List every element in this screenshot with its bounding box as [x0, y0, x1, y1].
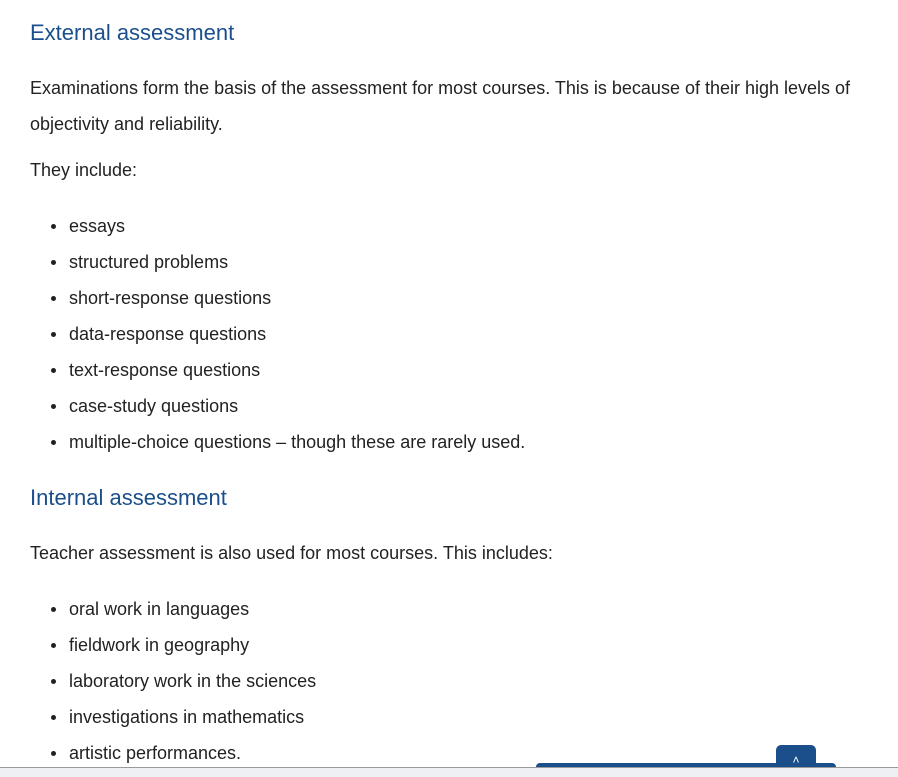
list-item: short-response questions [30, 280, 525, 316]
scroll-to-top-button[interactable] [776, 745, 816, 769]
list-item: data-response questions [30, 316, 525, 352]
internal-assessment-intro: Teacher assessment is also used for most courses. This includes: [30, 543, 553, 563]
internal-assessment-heading: Internal assessment [30, 485, 227, 510]
list-item: laboratory work in the sciences [30, 663, 316, 699]
list-item: investigations in mathematics [30, 699, 316, 735]
list-item: fieldwork in geography [30, 627, 316, 663]
external-assessment-intro: Examinations form the basis of the assessment for most courses. This is because of their high levels of objectivity and reliability. [30, 78, 851, 134]
external-assessment-list [30, 208, 525, 460]
chevron-up-icon: ˄ [792, 753, 800, 767]
list-item: case-study questions [30, 388, 525, 424]
internal-assessment-list [30, 591, 316, 771]
external-assessment-heading: External assessment [30, 20, 235, 45]
list-item: essays [30, 208, 525, 244]
external-assessment-lead: They include: [30, 160, 138, 180]
list-item: text-response questions [30, 352, 525, 388]
list-item: oral work in languages [30, 591, 316, 627]
list-item: structured problems [30, 244, 525, 280]
list-item: multiple-choice questions – though these are rarely used. [30, 424, 525, 460]
list-item: artistic performances. [30, 735, 316, 771]
